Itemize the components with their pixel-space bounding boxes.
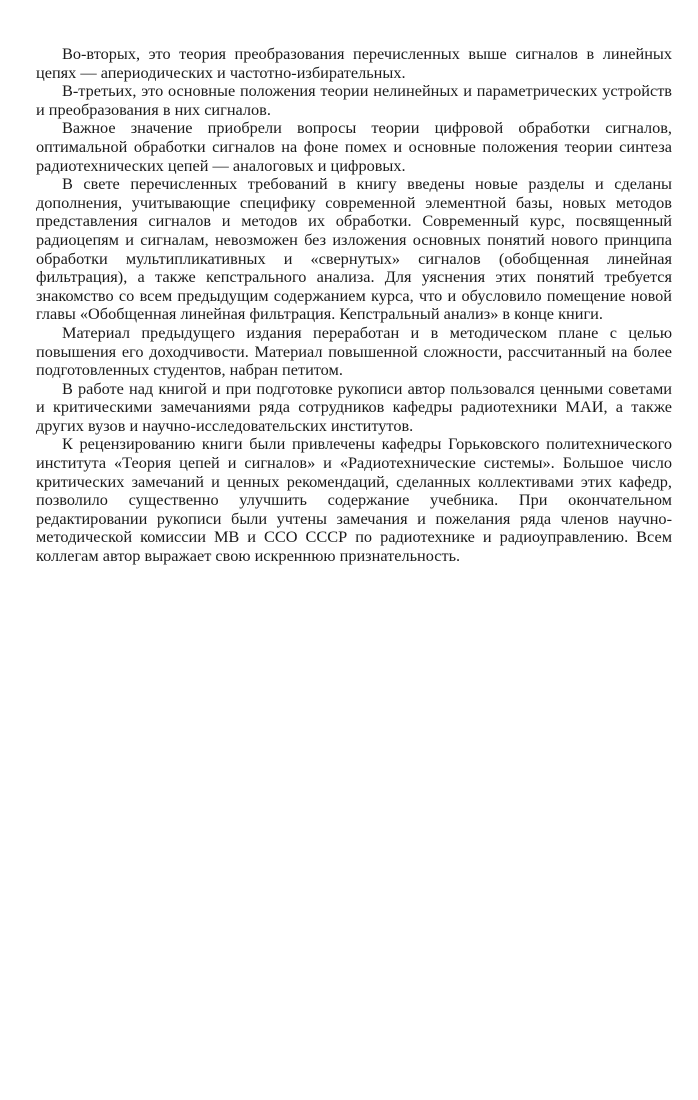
paragraph-7: К рецензированию книги были привлечены кафедры Горьковского политехнического института «Теория цепей и сигналов» и «Радиотехнические системы». Большое число критических замечаний и ценных рекомендаций, сделанных коллективами этих кафедр, позволило существенно улучшить содержание учебника. При окончательном редактировании рукописи были учтены замечания и пожелания ряда членов научно-методической комиссии МВ и ССО СССР по радиотехнике и радиоуправлению. Всем коллегам автор выражает свою искреннюю признательность. [36, 434, 672, 566]
paragraph-1: Во-вторых, это теория преобразования перечисленных выше сигналов в линейных цепях — апериодических и частотно-избирательных. [36, 44, 672, 82]
paragraph-3: Важное значение приобрели вопросы теории цифровой обработки сигналов, оптимальной обработки сигналов на фоне помех и основные положения теории синтеза радиотехнических цепей — аналоговых и цифровых. [36, 118, 672, 175]
body-text [36, 45, 672, 566]
paragraph-6: В работе над книгой и при подготовке рукописи автор пользовался ценными советами и критическими замечаниями ряда сотрудников кафедры радиотехники МАИ, а также других вузов и научно-исследовательских институтов. [36, 378, 672, 435]
paragraph-5: Материал предыдущего издания переработан и в методическом плане с целью повышения его доходчивости. Материал повышенной сложности, рассчитанный на более подготовленных студентов, набран петитом. [36, 322, 672, 380]
paragraph-4: В свете перечисленных требований в книгу введены новые разделы и сделаны дополнения, учитывающие специфику современной элементной базы, новых методов представления сигналов и методов их обработки. Современный курс, посвященный радиоцепям и сигналам, невозможен без изложения основных понятий нового принципа обработки мультипликативных и «свернутых» сигналов (обобщенная линейная фильтрация), а также кепстрального анализа. Для уяснения этих понятий требуется знакомство со всем предыдущим содержанием курса, что и обусловило помещение новой главы «Обобщенная линейная фильтрация. Кепстральный анализ» в конце книги. [36, 174, 672, 324]
paragraph-2: В-третьих, это основные положения теории нелинейных и параметрических устройств и преобразования в них сигналов. [36, 81, 672, 119]
